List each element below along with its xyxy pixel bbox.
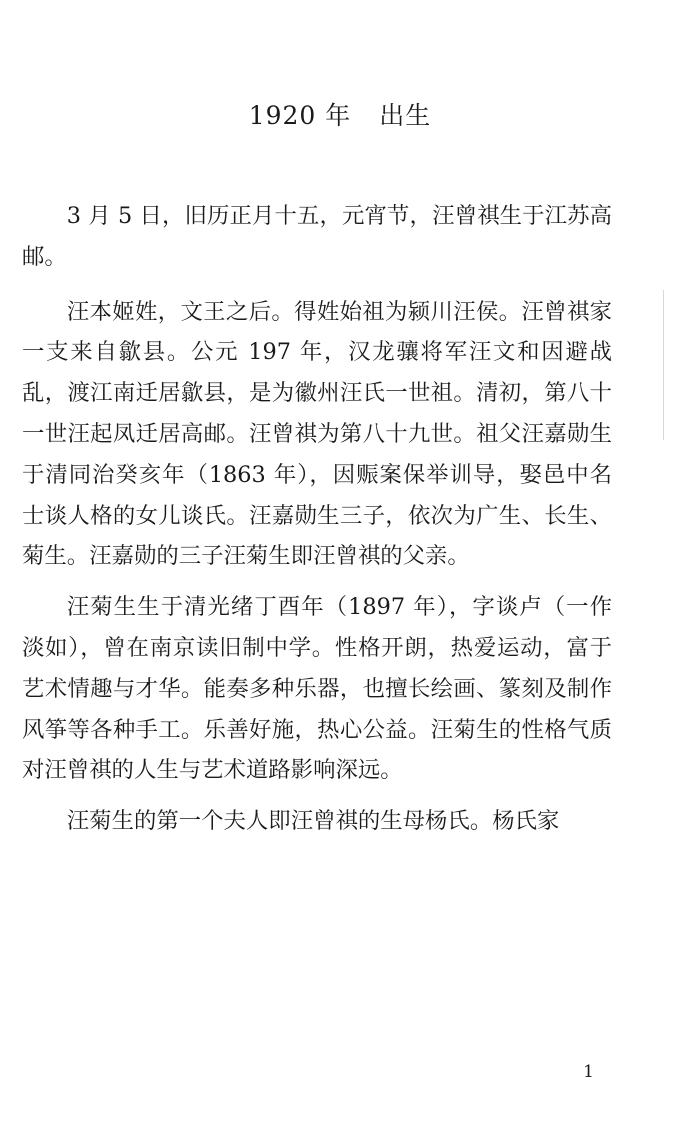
paragraph-father: 汪菊生生于清光绪丁酉年（1897 年），字谈卢（一作淡如），曾在南京读旧制中学。性格开朗，热爱运动，富于艺术情趣与才华。能奏多种乐器，也擅长绘画、篆刻及制作风筝等各种手工。乐善好施，热心公益。汪菊生的性格气质对汪曾祺的人生与艺术道路影响深远。 bbox=[22, 594, 612, 784]
page-number: 1 bbox=[583, 1062, 594, 1082]
chapter-heading bbox=[0, 96, 680, 132]
paragraph-birth: 3 月 5 日，旧历正月十五，元宵节，汪曾祺生于江苏高邮。 bbox=[22, 203, 612, 270]
chapter-year: 1920 年 bbox=[248, 101, 352, 130]
chapter-title: 出生 bbox=[379, 101, 432, 130]
scan-edge-line bbox=[663, 290, 664, 440]
body-text bbox=[22, 196, 612, 852]
paragraph-mother: 汪菊生的第一个夫人即汪曾祺的生母杨氏。杨氏家 bbox=[66, 808, 560, 835]
paragraph-ancestry: 汪本姬姓，文王之后。得姓始祖为颍川汪侯。汪曾祺家一支来自歙县。公元 197 年，汉龙骧将军汪文和因避战乱，渡江南迁居歙县，是为徽州汪氏一世祖。清初，第八十一世汪起凤迁居高邮。汪曾祺为第八十九世。祖父汪嘉勋生于清同治癸亥年（1863 年），因赈案保举训导，娶邑中名士谈人格的女儿谈氏。汪嘉勋生三子，依次为广生、长生、菊生。汪嘉勋的三子汪菊生即汪曾祺的父亲。 bbox=[22, 298, 612, 570]
